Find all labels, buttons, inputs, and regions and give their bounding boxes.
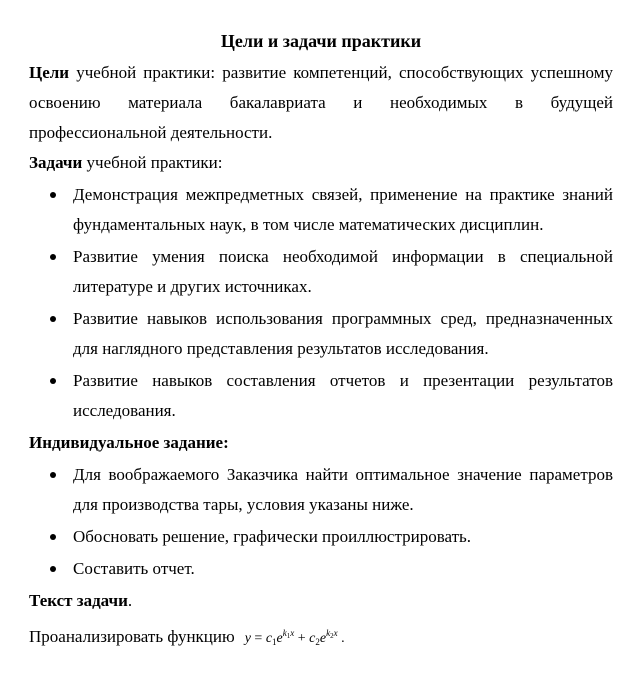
list-item — [29, 366, 613, 426]
list-item — [29, 242, 613, 302]
list-item-text: Составить отчет. — [73, 559, 195, 578]
formula-end: . — [337, 631, 345, 646]
formula-c2: c — [309, 631, 316, 646]
list-item-text: Для воображаемого Заказчика найти оптимальное значение параметров для производства тары, условия указаны ниже. — [73, 465, 613, 514]
bullet-icon — [50, 534, 56, 540]
formula-e2: e — [319, 631, 327, 646]
problem-text-line — [29, 618, 613, 657]
page-title: Цели и задачи практики — [220, 31, 422, 51]
bullet-icon — [50, 566, 56, 572]
list-item — [29, 522, 613, 552]
list-item-text: Развитие навыков использования программных сред, предназначенных для наглядного представления результатов исследования. — [73, 309, 613, 358]
formula-exp2-x: x — [333, 628, 338, 638]
formula-c2-sub: 2 — [315, 637, 320, 647]
formula-e1: e — [276, 631, 283, 646]
goals-paragraph — [29, 58, 613, 148]
tasks-label: Задачи — [29, 153, 83, 172]
formula-exp1 — [283, 628, 295, 638]
tasks-intro-text: учебной практики: — [82, 153, 223, 172]
list-item-text: Обосновать решение, графически проиллюстрировать. — [73, 527, 472, 546]
formula-c1-sub: 1 — [272, 637, 277, 647]
bullet-icon — [50, 378, 56, 384]
tasks-list — [29, 180, 613, 426]
list-item — [29, 460, 613, 520]
problem-heading: Текст задачи — [29, 591, 128, 610]
tasks-intro — [29, 148, 613, 178]
goals-label: Цели — [29, 63, 70, 82]
bullet-icon — [50, 316, 56, 322]
formula-exp2-k: k — [326, 628, 331, 638]
problem-heading-line — [29, 586, 613, 616]
problem-text: Проанализировать функцию — [29, 627, 235, 646]
formula-plus: + — [294, 631, 310, 646]
bullet-icon — [50, 192, 56, 198]
formula-exp1-x: x — [290, 628, 295, 638]
formula-eq: = — [250, 631, 266, 646]
individual-task-list — [29, 460, 613, 584]
function-formula — [244, 628, 345, 647]
bullet-icon — [50, 472, 56, 478]
list-item — [29, 554, 613, 584]
individual-task-heading: Индивидуальное задание: — [29, 433, 229, 452]
formula-y: y — [244, 631, 251, 646]
goals-text: учебной практики: развитие компетенций, способствующих успешному освоению материала бакалавриата и необходимых в будущей профессиональной деятельности. — [29, 63, 613, 142]
formula-exp2 — [326, 628, 338, 638]
bullet-icon — [50, 254, 56, 260]
formula-c1: c — [265, 631, 273, 646]
formula-exp1-sub: 1 — [286, 632, 291, 640]
list-item-text: Развитие навыков составления отчетов и презентации результатов исследования. — [73, 371, 613, 420]
list-item — [29, 304, 613, 364]
list-item-text: Развитие умения поиска необходимой информации в специальной литературе и других источниках. — [73, 247, 613, 296]
problem-heading-suffix: . — [127, 591, 133, 610]
list-item-text: Демонстрация межпредметных связей, применение на практике знаний фундаментальных наук, в том числе математических дисциплин. — [73, 185, 613, 234]
list-item — [29, 180, 613, 240]
formula-exp1-k: k — [282, 628, 287, 638]
formula-exp2-sub: 2 — [330, 632, 334, 640]
document-page — [29, 26, 613, 657]
